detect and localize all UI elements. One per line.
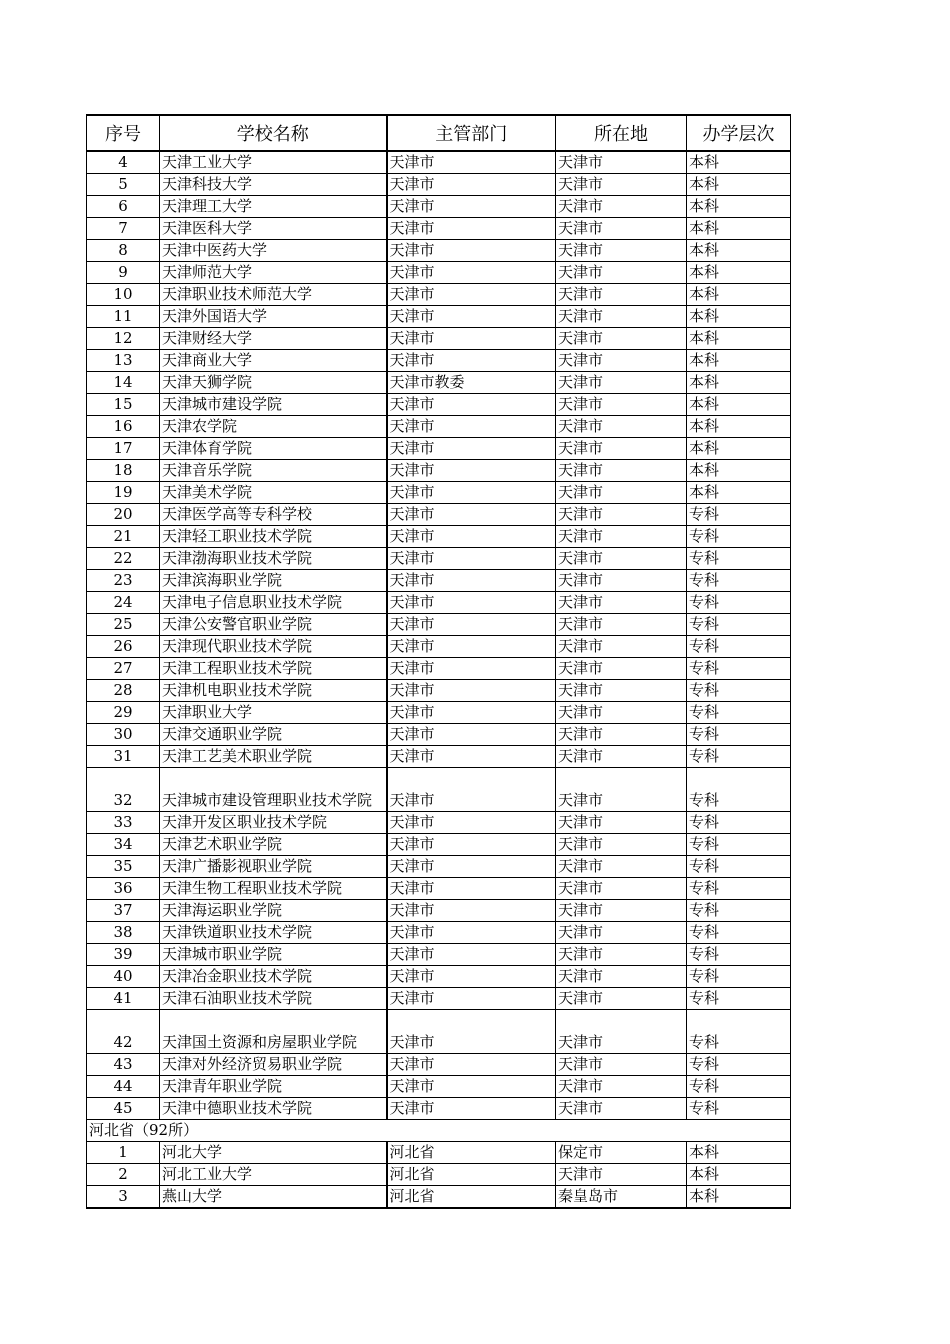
- cell-level: 专科: [687, 922, 791, 944]
- cell-school-name: 天津工业大学: [160, 151, 387, 174]
- table-row: [87, 592, 791, 614]
- cell-department: 天津市: [387, 438, 556, 460]
- cell-index: 38: [87, 922, 160, 944]
- cell-location: 天津市: [556, 922, 687, 944]
- cell-department: 天津市: [387, 151, 556, 174]
- cell-level: 专科: [687, 966, 791, 988]
- cell-index: 4: [87, 151, 160, 174]
- cell-level: 本科: [687, 372, 791, 394]
- cell-index: 37: [87, 900, 160, 922]
- cell-level: 专科: [687, 680, 791, 702]
- cell-school-name: 天津广播影视职业学院: [160, 856, 387, 878]
- cell-location: 天津市: [556, 724, 687, 746]
- cell-school-name: 天津师范大学: [160, 262, 387, 284]
- cell-index: 13: [87, 350, 160, 372]
- cell-location: 天津市: [556, 614, 687, 636]
- cell-department: 天津市: [387, 1054, 556, 1076]
- table-row: [87, 636, 791, 658]
- cell-index: 3: [87, 1186, 160, 1209]
- cell-location: 天津市: [556, 1076, 687, 1098]
- cell-department: 天津市: [387, 1076, 556, 1098]
- cell-department: 天津市: [387, 284, 556, 306]
- cell-department: 天津市: [387, 240, 556, 262]
- cell-department: 天津市: [387, 394, 556, 416]
- cell-level: 专科: [687, 878, 791, 900]
- cell-school-name: 河北大学: [160, 1142, 387, 1164]
- cell-location: 天津市: [556, 218, 687, 240]
- cell-location: 天津市: [556, 812, 687, 834]
- cell-school-name: 天津冶金职业技术学院: [160, 966, 387, 988]
- cell-index: 43: [87, 1054, 160, 1076]
- cell-level: 本科: [687, 394, 791, 416]
- cell-index: 29: [87, 702, 160, 724]
- cell-level: 专科: [687, 724, 791, 746]
- cell-index: 41: [87, 988, 160, 1010]
- cell-school-name: 天津中德职业技术学院: [160, 1098, 387, 1120]
- cell-department: 天津市教委: [387, 372, 556, 394]
- cell-level: 专科: [687, 636, 791, 658]
- table-row: [87, 372, 791, 394]
- cell-school-name: 天津电子信息职业技术学院: [160, 592, 387, 614]
- cell-department: 天津市: [387, 548, 556, 570]
- cell-department: 天津市: [387, 922, 556, 944]
- cell-location: 天津市: [556, 526, 687, 548]
- table-row: [87, 702, 791, 724]
- header-department: 主管部门: [387, 115, 556, 151]
- cell-level: 专科: [687, 658, 791, 680]
- cell-location: 天津市: [556, 240, 687, 262]
- cell-school-name: 天津城市建设管理职业技术学院: [160, 768, 387, 812]
- cell-level: 本科: [687, 438, 791, 460]
- cell-department: 天津市: [387, 966, 556, 988]
- table-row: [87, 262, 791, 284]
- cell-level: 本科: [687, 350, 791, 372]
- cell-level: 专科: [687, 768, 791, 812]
- cell-location: 天津市: [556, 548, 687, 570]
- cell-index: 21: [87, 526, 160, 548]
- table-row: [87, 218, 791, 240]
- cell-location: 天津市: [556, 196, 687, 218]
- cell-school-name: 天津农学院: [160, 416, 387, 438]
- cell-location: 天津市: [556, 1098, 687, 1120]
- cell-index: 32: [87, 768, 160, 812]
- cell-school-name: 天津轻工职业技术学院: [160, 526, 387, 548]
- cell-index: 30: [87, 724, 160, 746]
- cell-index: 7: [87, 218, 160, 240]
- cell-department: 天津市: [387, 174, 556, 196]
- section-row: [87, 1120, 791, 1142]
- cell-level: 专科: [687, 702, 791, 724]
- cell-location: 天津市: [556, 1010, 687, 1054]
- table-row: [87, 724, 791, 746]
- cell-department: 河北省: [387, 1186, 556, 1209]
- cell-department: 天津市: [387, 328, 556, 350]
- cell-location: 天津市: [556, 944, 687, 966]
- table-row: [87, 416, 791, 438]
- cell-school-name: 天津交通职业学院: [160, 724, 387, 746]
- cell-index: 6: [87, 196, 160, 218]
- cell-level: 专科: [687, 1054, 791, 1076]
- cell-index: 2: [87, 1164, 160, 1186]
- header-level: 办学层次: [687, 115, 791, 151]
- cell-index: 9: [87, 262, 160, 284]
- table-row: [87, 306, 791, 328]
- cell-department: 天津市: [387, 658, 556, 680]
- cell-school-name: 天津工程职业技术学院: [160, 658, 387, 680]
- table-row: [87, 746, 791, 768]
- cell-location: 天津市: [556, 768, 687, 812]
- cell-school-name: 天津开发区职业技术学院: [160, 812, 387, 834]
- cell-level: 本科: [687, 482, 791, 504]
- cell-department: 天津市: [387, 570, 556, 592]
- cell-level: 专科: [687, 1076, 791, 1098]
- table-body: [87, 151, 791, 1208]
- cell-school-name: 天津海运职业学院: [160, 900, 387, 922]
- header-index: 序号: [87, 115, 160, 151]
- table-row: [87, 966, 791, 988]
- cell-index: 40: [87, 966, 160, 988]
- cell-location: 天津市: [556, 1054, 687, 1076]
- cell-school-name: 天津渤海职业技术学院: [160, 548, 387, 570]
- cell-department: 天津市: [387, 218, 556, 240]
- cell-location: 天津市: [556, 834, 687, 856]
- cell-department: 天津市: [387, 196, 556, 218]
- cell-department: 天津市: [387, 636, 556, 658]
- table-row: [87, 196, 791, 218]
- cell-department: 天津市: [387, 350, 556, 372]
- cell-index: 14: [87, 372, 160, 394]
- table-row: [87, 350, 791, 372]
- cell-department: 天津市: [387, 944, 556, 966]
- cell-index: 10: [87, 284, 160, 306]
- cell-school-name: 天津医科大学: [160, 218, 387, 240]
- cell-location: 天津市: [556, 438, 687, 460]
- cell-level: 本科: [687, 240, 791, 262]
- cell-index: 15: [87, 394, 160, 416]
- section-title: 河北省（92所）: [87, 1120, 791, 1142]
- cell-level: 本科: [687, 218, 791, 240]
- cell-school-name: 天津财经大学: [160, 328, 387, 350]
- cell-department: 天津市: [387, 988, 556, 1010]
- cell-location: 天津市: [556, 394, 687, 416]
- cell-school-name: 天津生物工程职业技术学院: [160, 878, 387, 900]
- table-row: [87, 878, 791, 900]
- cell-level: 本科: [687, 196, 791, 218]
- cell-level: 专科: [687, 944, 791, 966]
- cell-location: 天津市: [556, 856, 687, 878]
- cell-index: 25: [87, 614, 160, 636]
- header-location: 所在地: [556, 115, 687, 151]
- cell-location: 天津市: [556, 1164, 687, 1186]
- cell-department: 天津市: [387, 1010, 556, 1054]
- cell-index: 34: [87, 834, 160, 856]
- cell-department: 天津市: [387, 680, 556, 702]
- cell-location: 天津市: [556, 460, 687, 482]
- table-row: [87, 284, 791, 306]
- cell-level: 本科: [687, 460, 791, 482]
- cell-level: 本科: [687, 328, 791, 350]
- table-row: [87, 1054, 791, 1076]
- cell-index: 18: [87, 460, 160, 482]
- table-row: [87, 328, 791, 350]
- table-row: [87, 1164, 791, 1186]
- cell-index: 26: [87, 636, 160, 658]
- cell-department: 天津市: [387, 812, 556, 834]
- cell-level: 专科: [687, 1010, 791, 1054]
- cell-department: 天津市: [387, 1098, 556, 1120]
- cell-level: 专科: [687, 526, 791, 548]
- cell-index: 33: [87, 812, 160, 834]
- cell-location: 秦皇岛市: [556, 1186, 687, 1209]
- cell-level: 本科: [687, 416, 791, 438]
- cell-level: 专科: [687, 548, 791, 570]
- cell-school-name: 河北工业大学: [160, 1164, 387, 1186]
- cell-level: 本科: [687, 1186, 791, 1209]
- table-row: [87, 812, 791, 834]
- table-row: [87, 548, 791, 570]
- cell-department: 天津市: [387, 834, 556, 856]
- cell-location: 天津市: [556, 592, 687, 614]
- table-row: [87, 834, 791, 856]
- cell-index: 17: [87, 438, 160, 460]
- cell-index: 22: [87, 548, 160, 570]
- cell-department: 天津市: [387, 878, 556, 900]
- cell-level: 专科: [687, 614, 791, 636]
- cell-department: 天津市: [387, 746, 556, 768]
- cell-school-name: 天津机电职业技术学院: [160, 680, 387, 702]
- cell-location: 天津市: [556, 878, 687, 900]
- table-row: [87, 658, 791, 680]
- cell-level: 专科: [687, 812, 791, 834]
- cell-department: 天津市: [387, 900, 556, 922]
- cell-level: 本科: [687, 1142, 791, 1164]
- table-row: [87, 900, 791, 922]
- cell-location: 天津市: [556, 372, 687, 394]
- cell-index: 45: [87, 1098, 160, 1120]
- school-list-table: [86, 114, 791, 1209]
- cell-index: 19: [87, 482, 160, 504]
- table-row: [87, 922, 791, 944]
- cell-school-name: 天津外国语大学: [160, 306, 387, 328]
- table-row: [87, 1186, 791, 1209]
- cell-index: 23: [87, 570, 160, 592]
- cell-location: 天津市: [556, 570, 687, 592]
- cell-school-name: 天津医学高等专科学校: [160, 504, 387, 526]
- cell-department: 天津市: [387, 262, 556, 284]
- cell-index: 16: [87, 416, 160, 438]
- table-row: [87, 504, 791, 526]
- cell-school-name: 天津城市职业学院: [160, 944, 387, 966]
- table-row: [87, 570, 791, 592]
- cell-location: 天津市: [556, 746, 687, 768]
- cell-index: 28: [87, 680, 160, 702]
- cell-index: 44: [87, 1076, 160, 1098]
- table-row: [87, 240, 791, 262]
- cell-department: 天津市: [387, 724, 556, 746]
- cell-location: 天津市: [556, 658, 687, 680]
- cell-department: 河北省: [387, 1164, 556, 1186]
- cell-school-name: 天津音乐学院: [160, 460, 387, 482]
- table-row: [87, 460, 791, 482]
- cell-school-name: 天津职业大学: [160, 702, 387, 724]
- cell-index: 39: [87, 944, 160, 966]
- cell-department: 天津市: [387, 702, 556, 724]
- cell-school-name: 天津中医药大学: [160, 240, 387, 262]
- table-row: [87, 680, 791, 702]
- cell-department: 天津市: [387, 592, 556, 614]
- cell-location: 天津市: [556, 416, 687, 438]
- cell-department: 天津市: [387, 614, 556, 636]
- cell-index: 31: [87, 746, 160, 768]
- cell-school-name: 天津现代职业技术学院: [160, 636, 387, 658]
- cell-level: 专科: [687, 592, 791, 614]
- header-row: [87, 115, 791, 151]
- table-row: [87, 482, 791, 504]
- cell-department: 天津市: [387, 416, 556, 438]
- cell-location: 天津市: [556, 262, 687, 284]
- cell-school-name: 天津铁道职业技术学院: [160, 922, 387, 944]
- cell-level: 本科: [687, 262, 791, 284]
- cell-index: 8: [87, 240, 160, 262]
- cell-index: 24: [87, 592, 160, 614]
- cell-level: 专科: [687, 834, 791, 856]
- table-row: [87, 174, 791, 196]
- cell-location: 天津市: [556, 306, 687, 328]
- cell-index: 11: [87, 306, 160, 328]
- table-row: [87, 526, 791, 548]
- cell-location: 天津市: [556, 328, 687, 350]
- cell-department: 河北省: [387, 1142, 556, 1164]
- table-row: [87, 988, 791, 1010]
- cell-level: 本科: [687, 306, 791, 328]
- table-row: [87, 1142, 791, 1164]
- cell-index: 36: [87, 878, 160, 900]
- cell-school-name: 天津艺术职业学院: [160, 834, 387, 856]
- cell-location: 天津市: [556, 900, 687, 922]
- cell-department: 天津市: [387, 306, 556, 328]
- cell-school-name: 天津天狮学院: [160, 372, 387, 394]
- cell-school-name: 天津青年职业学院: [160, 1076, 387, 1098]
- cell-index: 35: [87, 856, 160, 878]
- cell-level: 本科: [687, 174, 791, 196]
- cell-school-name: 天津国土资源和房屋职业学院: [160, 1010, 387, 1054]
- header-school-name: 学校名称: [160, 115, 387, 151]
- cell-location: 天津市: [556, 702, 687, 724]
- cell-school-name: 天津科技大学: [160, 174, 387, 196]
- cell-location: 天津市: [556, 966, 687, 988]
- cell-location: 天津市: [556, 988, 687, 1010]
- cell-school-name: 天津石油职业技术学院: [160, 988, 387, 1010]
- cell-location: 天津市: [556, 350, 687, 372]
- cell-index: 5: [87, 174, 160, 196]
- table-row: [87, 394, 791, 416]
- cell-department: 天津市: [387, 482, 556, 504]
- cell-school-name: 天津工艺美术职业学院: [160, 746, 387, 768]
- cell-index: 42: [87, 1010, 160, 1054]
- cell-location: 天津市: [556, 284, 687, 306]
- cell-school-name: 天津职业技术师范大学: [160, 284, 387, 306]
- cell-index: 12: [87, 328, 160, 350]
- cell-department: 天津市: [387, 526, 556, 548]
- cell-location: 天津市: [556, 151, 687, 174]
- table-row: [87, 1076, 791, 1098]
- table-row: [87, 856, 791, 878]
- cell-location: 保定市: [556, 1142, 687, 1164]
- table-row: [87, 438, 791, 460]
- cell-school-name: 天津公安警官职业学院: [160, 614, 387, 636]
- cell-school-name: 天津城市建设学院: [160, 394, 387, 416]
- cell-location: 天津市: [556, 174, 687, 196]
- table-row: [87, 944, 791, 966]
- cell-school-name: 燕山大学: [160, 1186, 387, 1209]
- cell-level: 专科: [687, 746, 791, 768]
- cell-level: 专科: [687, 856, 791, 878]
- cell-location: 天津市: [556, 680, 687, 702]
- cell-index: 27: [87, 658, 160, 680]
- table-row: [87, 768, 791, 812]
- cell-location: 天津市: [556, 482, 687, 504]
- table-row: [87, 151, 791, 174]
- cell-school-name: 天津体育学院: [160, 438, 387, 460]
- cell-school-name: 天津理工大学: [160, 196, 387, 218]
- cell-location: 天津市: [556, 636, 687, 658]
- cell-level: 本科: [687, 151, 791, 174]
- cell-department: 天津市: [387, 504, 556, 526]
- cell-level: 专科: [687, 570, 791, 592]
- cell-level: 本科: [687, 284, 791, 306]
- cell-school-name: 天津滨海职业学院: [160, 570, 387, 592]
- cell-school-name: 天津对外经济贸易职业学院: [160, 1054, 387, 1076]
- cell-location: 天津市: [556, 504, 687, 526]
- table-row: [87, 614, 791, 636]
- table-row: [87, 1010, 791, 1054]
- cell-level: 专科: [687, 988, 791, 1010]
- cell-school-name: 天津商业大学: [160, 350, 387, 372]
- table-row: [87, 1098, 791, 1120]
- cell-level: 专科: [687, 504, 791, 526]
- cell-department: 天津市: [387, 856, 556, 878]
- cell-department: 天津市: [387, 460, 556, 482]
- cell-school-name: 天津美术学院: [160, 482, 387, 504]
- cell-level: 专科: [687, 900, 791, 922]
- cell-level: 专科: [687, 1098, 791, 1120]
- cell-index: 20: [87, 504, 160, 526]
- cell-level: 本科: [687, 1164, 791, 1186]
- cell-department: 天津市: [387, 768, 556, 812]
- cell-index: 1: [87, 1142, 160, 1164]
